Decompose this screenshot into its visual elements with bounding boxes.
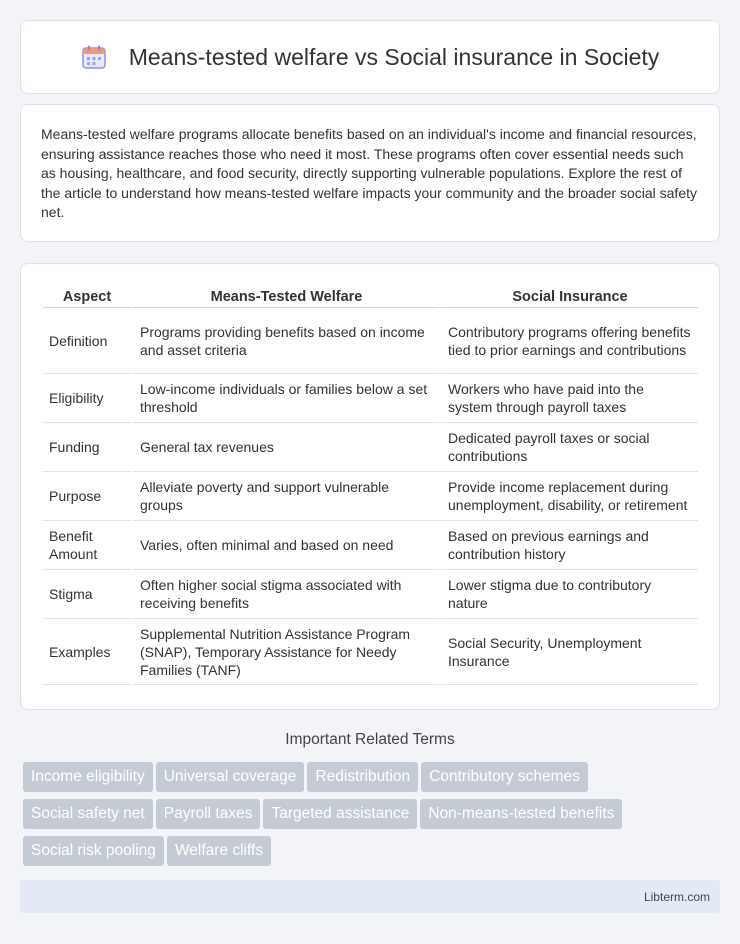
related-terms-title: Important Related Terms — [285, 731, 455, 748]
related-term-tag[interactable]: Income eligibility — [23, 762, 153, 792]
table-row — [43, 521, 698, 570]
calendar-icon — [81, 44, 107, 70]
table-row — [43, 423, 698, 472]
row-social-insurance: Social Security, Unemployment Insurance — [439, 619, 698, 685]
comparison-card — [20, 263, 720, 710]
table-header-row — [43, 284, 698, 308]
row-means-tested: Low-income individuals or families below a set threshold — [131, 374, 439, 423]
row-social-insurance: Lower stigma due to contributory nature — [439, 570, 698, 619]
related-term-tag[interactable]: Non-means-tested benefits — [420, 799, 622, 829]
row-social-insurance: Based on previous earnings and contribution history — [439, 521, 698, 570]
related-term-tag[interactable]: Contributory schemes — [421, 762, 588, 792]
row-social-insurance: Contributory programs offering benefits tied to prior earnings and contributions — [439, 308, 698, 374]
related-terms-list — [23, 762, 723, 873]
row-aspect: Definition — [43, 308, 131, 374]
row-aspect: Stigma — [43, 570, 131, 619]
related-term-tag[interactable]: Targeted assistance — [263, 799, 417, 829]
page-title: Means-tested welfare vs Social insurance in Society — [128, 43, 660, 70]
row-social-insurance: Workers who have paid into the system through payroll taxes — [439, 374, 698, 423]
row-aspect: Benefit Amount — [43, 521, 131, 570]
row-aspect: Eligibility — [43, 374, 131, 423]
row-means-tested: Supplemental Nutrition Assistance Program (SNAP), Temporary Assistance for Needy Families (TANF) — [131, 619, 439, 685]
related-term-tag[interactable]: Universal coverage — [156, 762, 305, 792]
header-social-insurance: Social Insurance — [439, 284, 698, 308]
row-aspect: Examples — [43, 619, 131, 685]
related-term-tag[interactable]: Social risk pooling — [23, 836, 164, 866]
table-row — [43, 472, 698, 521]
row-social-insurance: Dedicated payroll taxes or social contributions — [439, 423, 698, 472]
row-means-tested: Alleviate poverty and support vulnerable groups — [131, 472, 439, 521]
intro-paragraph: Means-tested welfare programs allocate benefits based on an individual's income and financial resources, ensuring assistance reaches those who need it most. These programs often cover essential needs such as housing, healthcare, and food security, directly supporting vulnerable populations. Explore the rest of the article to understand how means-tested welfare impacts your community and the broader social safety net. — [41, 126, 697, 220]
header-aspect: Aspect — [43, 284, 131, 308]
row-means-tested: Often higher social stigma associated with receiving benefits — [131, 570, 439, 619]
table-row — [43, 374, 698, 423]
related-term-tag[interactable]: Redistribution — [307, 762, 418, 792]
table-row — [43, 570, 698, 619]
row-means-tested: Programs providing benefits based on income and asset criteria — [131, 308, 439, 374]
row-aspect: Funding — [43, 423, 131, 472]
row-aspect: Purpose — [43, 472, 131, 521]
footer-site-link[interactable]: Libterm.com — [643, 890, 710, 904]
related-term-tag[interactable]: Welfare cliffs — [167, 836, 271, 866]
table-row — [43, 308, 698, 374]
row-means-tested: General tax revenues — [131, 423, 439, 472]
row-social-insurance: Provide income replacement during unemployment, disability, or retirement — [439, 472, 698, 521]
header-means-tested: Means-Tested Welfare — [131, 284, 439, 308]
footer — [20, 880, 720, 913]
related-term-tag[interactable]: Payroll taxes — [156, 799, 261, 829]
comparison-table — [43, 284, 698, 685]
table-row — [43, 619, 698, 685]
related-term-tag[interactable]: Social safety net — [23, 799, 153, 829]
title-card — [20, 20, 720, 94]
intro-card — [20, 104, 720, 242]
row-means-tested: Varies, often minimal and based on need — [131, 521, 439, 570]
